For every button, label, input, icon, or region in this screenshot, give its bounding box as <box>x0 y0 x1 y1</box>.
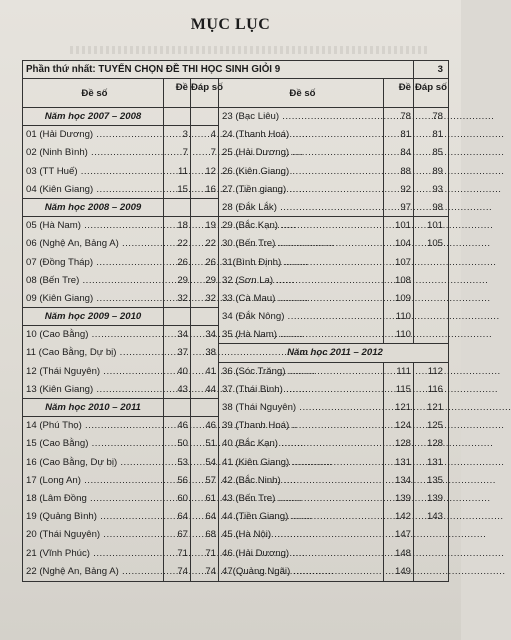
toc-row <box>23 126 448 144</box>
de-page: 22 <box>163 235 190 253</box>
de-page: 147 <box>383 526 413 544</box>
page-title: MỤC LỤC <box>190 16 271 33</box>
answer-page <box>190 308 218 326</box>
exam-entry: 10 (Cao Bằng) ..... <box>23 326 163 344</box>
answer-page: 68 <box>190 526 218 544</box>
exam-entry: 06 (Nghệ An, Bảng A) ..... <box>23 235 163 253</box>
de-page: 18 <box>163 217 190 235</box>
answer-page: 57 <box>190 472 218 490</box>
toc-row <box>23 563 448 581</box>
de-page: 142 <box>383 508 413 526</box>
toc-row <box>23 435 448 453</box>
exam-entry: 20 (Thái Nguyên) ..... <box>23 526 163 544</box>
toc-row <box>23 144 448 162</box>
answer-page: 71 <box>190 545 218 563</box>
toc-row <box>23 508 448 526</box>
de-page: 108 <box>383 272 413 290</box>
exam-entry: 40 (Bắc Kạn) ..... <box>218 435 383 453</box>
de-page: 115 <box>383 381 413 399</box>
de-page <box>163 108 190 126</box>
answer-page: 128 <box>413 435 448 453</box>
answer-page: 12 <box>190 163 218 181</box>
de-page: 104 <box>383 235 413 253</box>
exam-entry: 14 (Phú Thọ) ..... <box>23 417 163 435</box>
header-exam-left: Đề số <box>81 88 108 99</box>
toc-row <box>23 235 448 253</box>
answer-page: 78 <box>413 108 448 126</box>
de-page: 74 <box>163 563 190 581</box>
answer-page: 54 <box>190 454 218 472</box>
exam-entry: 36 (Sóc Trăng) ..... <box>218 363 383 381</box>
answer-page <box>413 254 448 272</box>
answer-page: 85 <box>413 144 448 162</box>
de-page: 32 <box>163 290 190 308</box>
de-page: 3 <box>163 126 190 144</box>
exam-entry: 16 (Cao Bằng, Dự bị) ..... <box>23 454 163 472</box>
header-dapso-right: Đáp số <box>413 79 448 107</box>
answer-page <box>413 308 448 326</box>
exam-entry: 03 (TT Huế) ..... <box>23 163 163 181</box>
exam-entry: 04 (Kiên Giang) ..... <box>23 181 163 199</box>
toc-row <box>23 326 448 344</box>
exam-entry: 08 (Bến Tre) ..... <box>23 272 163 290</box>
exam-entry: 31(Bình Định) ..... <box>218 254 383 272</box>
toc-row <box>23 545 448 563</box>
answer-page: 135 <box>413 472 448 490</box>
answer-page: 19 <box>190 217 218 235</box>
de-page: 71 <box>163 545 190 563</box>
answer-page: 22 <box>190 235 218 253</box>
answer-page: 74 <box>190 563 218 581</box>
year-heading: Năm học 2008 – 2009 <box>23 199 163 217</box>
exam-entry: 24 (Thanh Hoá) ..... <box>218 126 383 144</box>
exam-entry: 27 (Tiền giang) ..... <box>218 181 383 199</box>
answer-page: 34 <box>190 326 218 344</box>
exam-entry: 28 (Đắk Lắk) ..... <box>218 199 383 217</box>
de-page: 131 <box>383 454 413 472</box>
answer-page: 64 <box>190 508 218 526</box>
header-exam-right: Đề số <box>218 79 383 107</box>
toc-row <box>23 417 448 435</box>
answer-page: 93 <box>413 181 448 199</box>
year-heading: Năm học 2007 – 2008 <box>23 108 163 126</box>
toc-row <box>23 308 448 326</box>
header-de-left: Đề <box>163 79 190 107</box>
toc-row <box>23 217 448 235</box>
de-page: 78 <box>383 108 413 126</box>
answer-page: 81 <box>413 126 448 144</box>
de-page: 7 <box>163 144 190 162</box>
de-page: 26 <box>163 254 190 272</box>
answer-page <box>413 272 448 290</box>
exam-entry: 39 (Thanh Hoá) ..... <box>218 417 383 435</box>
de-page: 50 <box>163 435 190 453</box>
de-page: 111 <box>383 363 413 381</box>
exam-entry: 05 (Hà Nam) ..... <box>23 217 163 235</box>
exam-entry: 21 (Vĩnh Phúc) ..... <box>23 545 163 563</box>
toc-row <box>23 199 448 217</box>
toc-rows <box>23 108 448 581</box>
de-page: 53 <box>163 454 190 472</box>
bleed-through-text <box>70 46 430 54</box>
exam-entry: 07 (Đồng Tháp) ..... <box>23 254 163 272</box>
answer-page: 125 <box>413 417 448 435</box>
de-page: 40 <box>163 363 190 381</box>
year-heading: Năm học 2009 – 2010 <box>23 308 163 326</box>
part-page: 3 <box>413 61 448 78</box>
toc-row <box>23 490 448 508</box>
answer-page <box>413 563 448 581</box>
exam-entry: 47(Quảng Ngãi) ..... <box>218 563 383 581</box>
exam-entry: 46 (Hải Dương) ..... <box>218 545 383 563</box>
answer-page <box>190 399 218 417</box>
de-page: 109 <box>383 290 413 308</box>
exam-entry: 30 (Bến Tre) ..... <box>218 235 383 253</box>
exam-entry: 15 (Cao Bằng) ..... <box>23 435 163 453</box>
toc-row <box>23 363 448 381</box>
answer-page: 46 <box>190 417 218 435</box>
toc-row <box>23 254 448 272</box>
de-page: 101 <box>383 217 413 235</box>
de-page <box>163 399 190 417</box>
answer-page: 29 <box>190 272 218 290</box>
answer-page: 41 <box>190 363 218 381</box>
de-page: 81 <box>383 126 413 144</box>
header-de-right: Đề <box>383 79 413 107</box>
de-page: 110 <box>383 308 413 326</box>
toc-table <box>22 60 449 582</box>
year-heading: Năm học 2010 – 2011 <box>23 399 163 417</box>
exam-entry: 29 (Bắc Kạn) ..... <box>218 217 383 235</box>
exam-entry: 32 (Sơn La) ..... <box>218 272 383 290</box>
answer-page <box>190 108 218 126</box>
de-page: 56 <box>163 472 190 490</box>
de-page: 34 <box>163 326 190 344</box>
de-page: 67 <box>163 526 190 544</box>
de-page: 37 <box>163 344 190 362</box>
toc-row <box>23 181 448 199</box>
de-page: 92 <box>383 181 413 199</box>
answer-page: 143 <box>413 508 448 526</box>
exam-entry: 09 (Kiên Giang) ..... <box>23 290 163 308</box>
exam-entry: 11 (Cao Bằng, Dự bị) ..... <box>23 344 163 362</box>
exam-entry: 02 (Ninh Bình) ..... <box>23 144 163 162</box>
de-page: 110 <box>383 326 413 344</box>
de-page: 128 <box>383 435 413 453</box>
de-page: 134 <box>383 472 413 490</box>
toc-row <box>23 108 448 126</box>
toc-row <box>23 290 448 308</box>
de-page: 29 <box>163 272 190 290</box>
answer-page: 38 <box>190 344 218 362</box>
part-label: Phần thứ nhất: TUYỂN CHỌN ĐỀ THI HỌC SINH GIỎI 9 <box>26 64 281 75</box>
de-page: 139 <box>383 490 413 508</box>
toc-row <box>23 344 448 362</box>
answer-page <box>413 526 448 544</box>
de-page: 124 <box>383 417 413 435</box>
exam-entry: 25 (Hải Dương) ..... <box>218 144 383 162</box>
answer-page <box>190 199 218 217</box>
answer-page: 51 <box>190 435 218 453</box>
exam-entry: 17 (Long An) ..... <box>23 472 163 490</box>
exam-entry: 42 (Bắc Ninh) ..... <box>218 472 383 490</box>
answer-page <box>413 290 448 308</box>
toc-row <box>23 472 448 490</box>
answer-page: 105 <box>413 235 448 253</box>
answer-page: 44 <box>190 381 218 399</box>
de-page: 121 <box>383 399 413 417</box>
answer-page: 98 <box>413 199 448 217</box>
exam-entry: 43 (Bến Tre) ..... <box>218 490 383 508</box>
exam-entry: 26 (Kiên Giang) ..... <box>218 163 383 181</box>
answer-page: 121 <box>413 399 448 417</box>
exam-entry: 13 (Kiên Giang) ..... <box>23 381 163 399</box>
exam-entry: 01 (Hải Dương) ..... <box>23 126 163 144</box>
answer-page: 4 <box>190 126 218 144</box>
de-page: 148 <box>383 545 413 563</box>
answer-page: 139 <box>413 490 448 508</box>
exam-entry: 41 (Kiên Giang) ..... <box>218 454 383 472</box>
exam-entry: 38 (Thái Nguyên) ..... <box>218 399 383 417</box>
answer-page: 26 <box>190 254 218 272</box>
exam-entry: 34 (Đắk Nông) ..... <box>218 308 383 326</box>
exam-entry: 23 (Bạc Liêu) ..... <box>218 108 383 126</box>
exam-entry: 12 (Thái Nguyên) ..... <box>23 363 163 381</box>
answer-page: 131 <box>413 454 448 472</box>
de-page: 84 <box>383 144 413 162</box>
de-page <box>163 308 190 326</box>
answer-page <box>413 326 448 344</box>
toc-row <box>23 381 448 399</box>
answer-page: 116 <box>413 381 448 399</box>
answer-page: 7 <box>190 144 218 162</box>
exam-entry: 18 (Lâm Đồng ..... <box>23 490 163 508</box>
de-page: 43 <box>163 381 190 399</box>
de-page: 11 <box>163 163 190 181</box>
exam-entry: 45 (Hà Nội) ..... <box>218 526 383 544</box>
de-page: 15 <box>163 181 190 199</box>
toc-row <box>23 526 448 544</box>
de-page: 97 <box>383 199 413 217</box>
answer-page: 101 <box>413 217 448 235</box>
answer-page <box>413 545 448 563</box>
de-page: 60 <box>163 490 190 508</box>
exam-entry: 19 (Quảng Bình) ..... <box>23 508 163 526</box>
de-page: 149 <box>383 563 413 581</box>
header-dapso-left: Đáp số <box>190 79 218 107</box>
exam-entry: 33 (Cà Mau) ..... <box>218 290 383 308</box>
de-page <box>163 199 190 217</box>
toc-row <box>23 399 448 417</box>
year-heading: Năm học 2011 – 2012 <box>218 344 448 362</box>
de-page: 88 <box>383 163 413 181</box>
exam-entry: 22 (Nghệ An, Bảng A) ..... <box>23 563 163 581</box>
exam-entry: 44 (Tiền Giang) ..... <box>218 508 383 526</box>
exam-entry: 35 (Hà Nam) ..... <box>218 326 383 344</box>
answer-page: 112 <box>413 363 448 381</box>
de-page: 46 <box>163 417 190 435</box>
answer-page: 16 <box>190 181 218 199</box>
answer-page: 61 <box>190 490 218 508</box>
exam-entry: 37 (Thái Bình) ..... <box>218 381 383 399</box>
de-page: 107 <box>383 254 413 272</box>
toc-row <box>23 454 448 472</box>
answer-page: 89 <box>413 163 448 181</box>
toc-row <box>23 163 448 181</box>
answer-page: 32 <box>190 290 218 308</box>
part-row <box>23 61 448 79</box>
header-row <box>23 79 448 108</box>
de-page: 64 <box>163 508 190 526</box>
toc-row <box>23 272 448 290</box>
